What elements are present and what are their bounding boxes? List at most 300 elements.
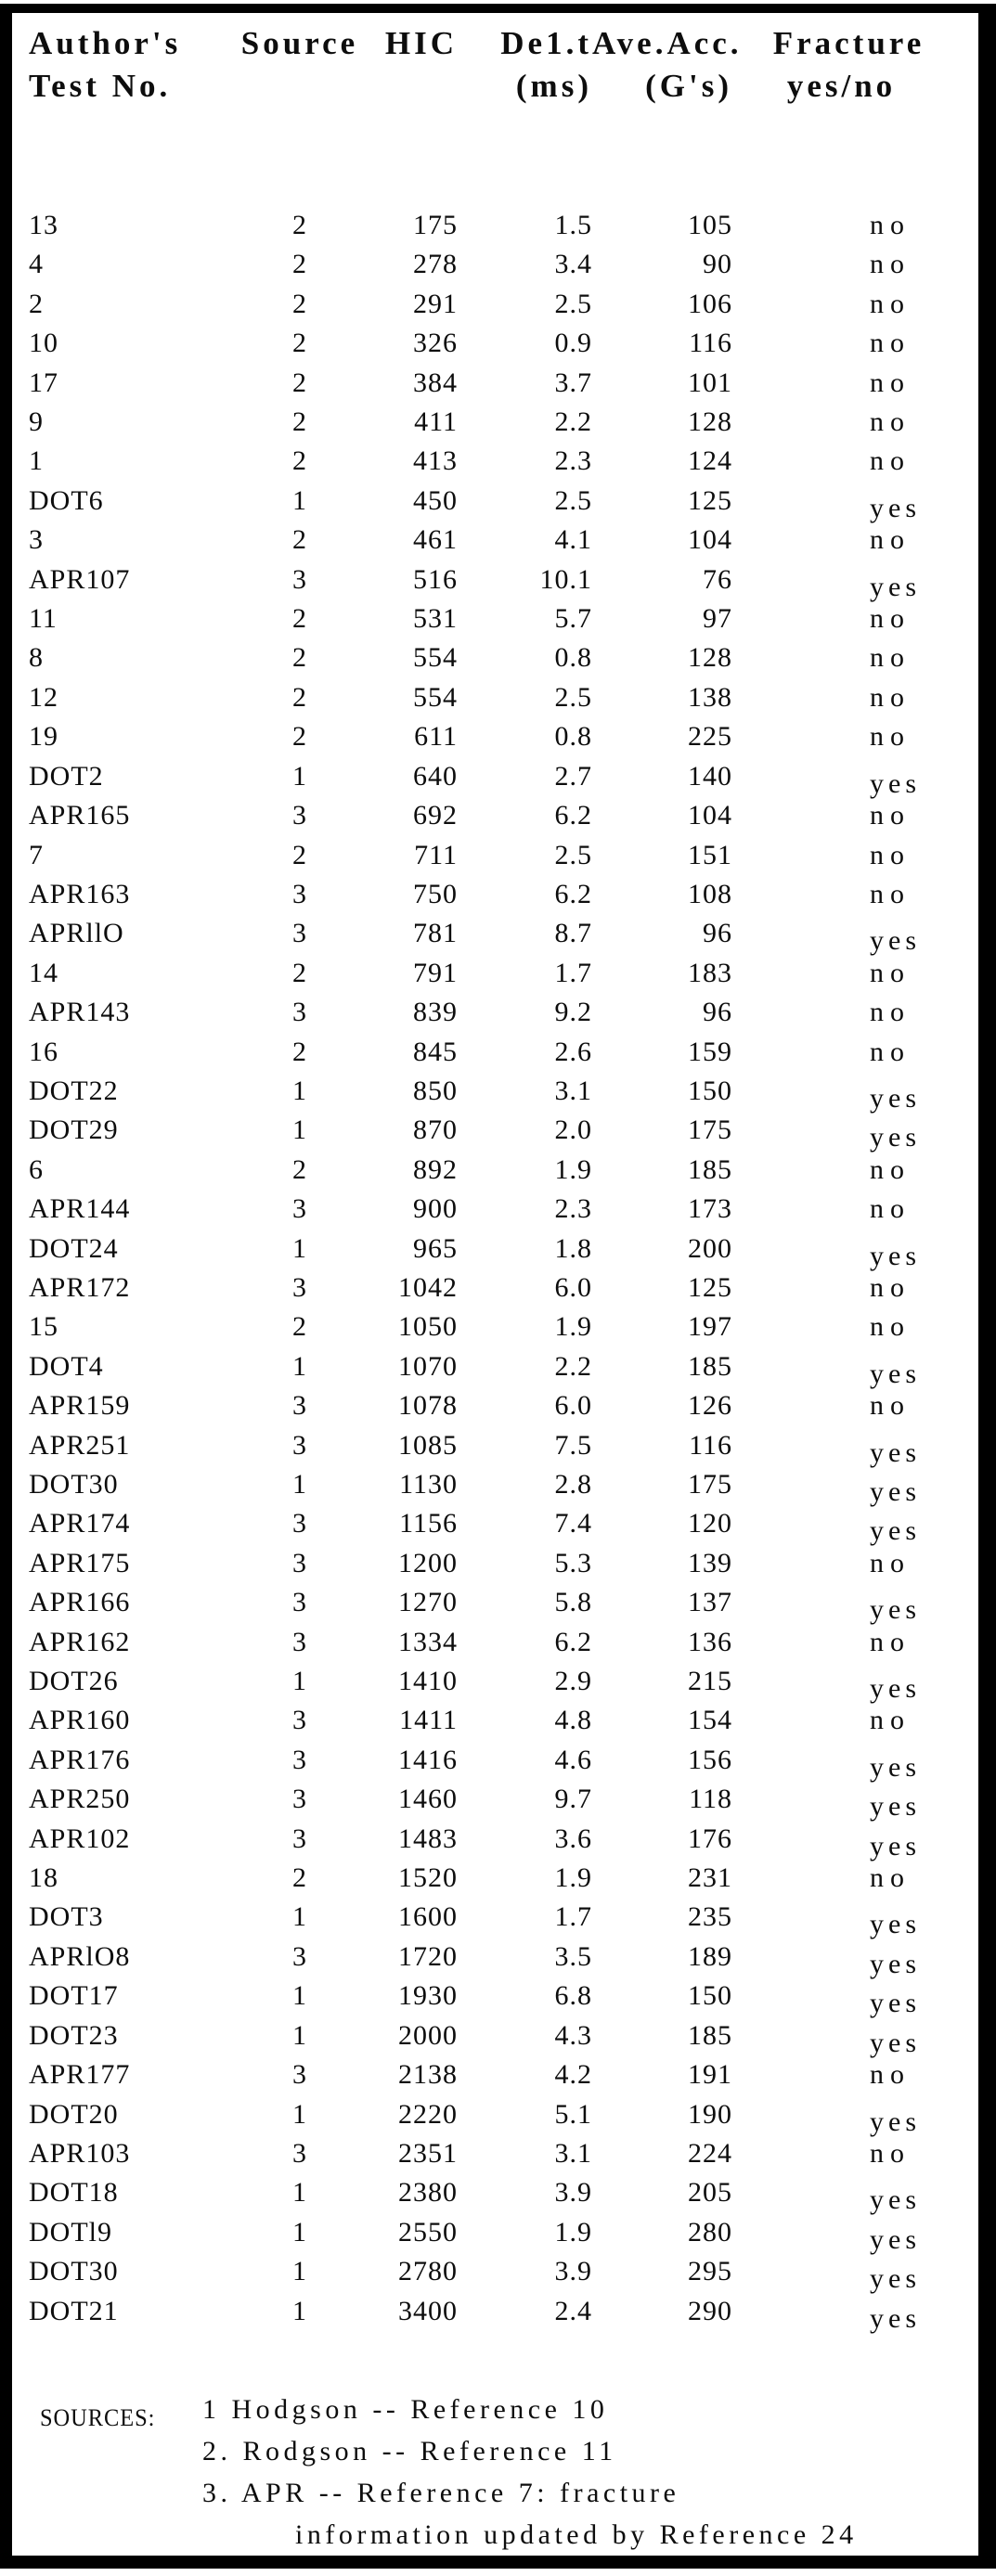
cell-aveacc: 120	[688, 1508, 732, 1539]
table-row	[12, 1741, 978, 1783]
cell-delt: 5.3	[554, 1547, 592, 1578]
table-row	[12, 1190, 978, 1229]
table-row	[12, 1898, 978, 1940]
cell-test-no: DOT30	[29, 1469, 119, 1500]
cell-hic: 1520	[398, 1862, 458, 1894]
cell-source: 3	[292, 1587, 307, 1618]
cell-test-no: APR175	[29, 1547, 131, 1578]
cell-test-no: 3	[29, 524, 44, 556]
cell-test-no: APR160	[29, 1705, 131, 1736]
cell-hic: 900	[413, 1193, 458, 1225]
cell-hic: 1460	[398, 1784, 458, 1815]
cell-hic: 413	[413, 445, 458, 477]
cell-fracture: yes	[870, 1358, 921, 1389]
cell-source: 2	[292, 1862, 307, 1894]
cell-aveacc: 185	[688, 1153, 732, 1185]
table-row	[12, 560, 978, 602]
table-row	[12, 442, 978, 481]
cell-delt: 4.1	[554, 524, 592, 556]
cell-aveacc: 126	[688, 1390, 732, 1422]
cell-aveacc: 175	[688, 1469, 732, 1500]
cell-aveacc: 235	[688, 1901, 732, 1933]
cell-test-no: 12	[29, 681, 58, 713]
cell-aveacc: 176	[688, 1823, 732, 1854]
cell-fracture: no	[870, 603, 911, 635]
cell-test-no: DOT21	[29, 2295, 119, 2326]
cell-test-no: 4	[29, 249, 44, 280]
cell-source: 3	[292, 1390, 307, 1422]
cell-hic: 640	[413, 760, 458, 792]
cell-fracture: no	[870, 367, 911, 398]
cell-aveacc: 197	[688, 1311, 732, 1343]
cell-fracture: no	[870, 1193, 911, 1225]
cell-delt: 1.7	[554, 1901, 592, 1933]
cell-fracture: yes	[870, 2223, 921, 2255]
cell-delt: 0.9	[554, 328, 592, 359]
cell-hic: 1085	[398, 1429, 458, 1461]
cell-delt: 6.2	[554, 1626, 592, 1657]
cell-aveacc: 104	[688, 524, 732, 556]
cell-source: 2	[292, 1153, 307, 1185]
cell-delt: 5.1	[554, 2098, 592, 2130]
cell-source: 1	[292, 2098, 307, 2130]
cell-fracture: no	[870, 328, 911, 359]
cell-aveacc: 105	[688, 210, 732, 240]
cell-source: 2	[292, 445, 307, 477]
cell-fracture: no	[870, 1036, 911, 1067]
cell-test-no: 17	[29, 367, 58, 398]
cell-fracture: yes	[870, 492, 921, 523]
table-row	[12, 717, 978, 756]
cell-fracture: no	[870, 642, 911, 674]
cell-aveacc: 173	[688, 1193, 732, 1225]
table-row	[12, 1426, 978, 1468]
cell-hic: 750	[413, 878, 458, 909]
cell-hic: 870	[413, 1114, 458, 1146]
cell-aveacc: 189	[688, 1940, 732, 1972]
cell-aveacc: 136	[688, 1626, 732, 1657]
cell-hic: 2220	[398, 2098, 458, 2130]
cell-hic: 965	[413, 1232, 458, 1264]
cell-aveacc: 125	[688, 1271, 732, 1303]
cell-fracture: yes	[870, 571, 921, 602]
table-row	[12, 482, 978, 521]
cell-fracture: no	[870, 249, 911, 280]
cell-test-no: APRlO8	[29, 1940, 131, 1972]
cell-aveacc: 140	[688, 760, 732, 792]
table-row	[12, 1033, 978, 1072]
cell-delt: 2.4	[554, 2295, 592, 2326]
cell-test-no: APR102	[29, 1823, 131, 1854]
table-row	[12, 364, 978, 403]
cell-fracture: yes	[870, 2184, 921, 2216]
cell-delt: 2.3	[554, 445, 592, 477]
cell-hic: 711	[414, 839, 458, 870]
cell-hic: 450	[413, 484, 458, 516]
cell-fracture: no	[870, 997, 911, 1028]
cell-aveacc: 185	[688, 1350, 732, 1382]
cell-aveacc: 96	[703, 997, 732, 1028]
cell-delt: 0.8	[554, 642, 592, 674]
cell-delt: 1.7	[554, 957, 592, 988]
cell-delt: 2.5	[554, 839, 592, 870]
cell-aveacc: 128	[688, 642, 732, 674]
cell-fracture: no	[870, 839, 911, 870]
cell-test-no: 13	[29, 210, 58, 240]
cell-aveacc: 159	[688, 1036, 732, 1067]
cell-test-no: APR172	[29, 1271, 131, 1303]
cell-hic: 1042	[398, 1271, 458, 1303]
cell-test-no: 8	[29, 642, 44, 674]
sources-line: information updated by Reference 24	[295, 2518, 858, 2550]
cell-aveacc: 128	[688, 406, 732, 438]
cell-delt: 3.7	[554, 367, 592, 398]
table-row	[12, 993, 978, 1032]
cell-source: 1	[292, 1666, 307, 1697]
cell-aveacc: 225	[688, 721, 732, 753]
cell-hic: 2138	[398, 2059, 458, 2091]
cell-test-no: DOT26	[29, 1666, 119, 1697]
table-row	[12, 638, 978, 677]
cell-fracture: no	[870, 1626, 911, 1657]
cell-test-no: DOT23	[29, 2019, 119, 2051]
cell-test-no: DOT4	[29, 1350, 104, 1382]
cell-hic: 2780	[398, 2256, 458, 2287]
cell-delt: 1.9	[554, 1153, 592, 1185]
cell-delt: 2.9	[554, 1666, 592, 1697]
cell-aveacc: 124	[688, 445, 732, 477]
cell-aveacc: 118	[689, 1784, 732, 1815]
table-header	[12, 13, 978, 108]
cell-aveacc: 97	[703, 603, 732, 635]
cell-delt: 2.0	[554, 1114, 592, 1146]
cell-test-no: APR144	[29, 1193, 131, 1225]
cell-fracture: no	[870, 1153, 911, 1185]
sources-line: 2. Rodgson -- Reference 11	[202, 2435, 617, 2467]
cell-fracture: no	[870, 800, 911, 831]
table-row	[12, 757, 978, 799]
cell-aveacc: 200	[688, 1232, 732, 1264]
cell-delt: 8.7	[554, 918, 592, 949]
cell-source: 2	[292, 681, 307, 713]
cell-source: 2	[292, 839, 307, 870]
cell-hic: 845	[413, 1036, 458, 1067]
cell-aveacc: 151	[688, 839, 732, 870]
table-row	[12, 1072, 978, 1114]
cell-source: 1	[292, 2295, 307, 2326]
cell-source: 2	[292, 328, 307, 359]
cell-aveacc: 137	[688, 1587, 732, 1618]
cell-aveacc: 90	[703, 249, 732, 280]
cell-hic: 1411	[399, 1705, 458, 1736]
cell-delt: 2.5	[554, 288, 592, 319]
cell-delt: 1.9	[554, 2216, 592, 2248]
table-row	[12, 324, 978, 363]
cell-fracture: yes	[870, 1436, 921, 1468]
cell-fracture: yes	[870, 1909, 921, 1940]
cell-delt: 3.9	[554, 2256, 592, 2287]
cell-source: 3	[292, 1547, 307, 1578]
cell-fracture: yes	[870, 1240, 921, 1271]
cell-fracture: no	[870, 406, 911, 438]
cell-source: 1	[292, 2216, 307, 2248]
table-row	[12, 2173, 978, 2216]
cell-test-no: 7	[29, 839, 44, 870]
cell-hic: 278	[413, 249, 458, 280]
cell-aveacc: 290	[688, 2295, 732, 2326]
cell-fracture: yes	[870, 2027, 921, 2058]
cell-test-no: DOT30	[29, 2256, 119, 2287]
cell-aveacc: 108	[688, 878, 732, 909]
cell-aveacc: 138	[688, 681, 732, 713]
cell-test-no: 2	[29, 288, 44, 319]
cell-test-no: DOT6	[29, 484, 104, 516]
cell-test-no: APR159	[29, 1390, 131, 1422]
cell-aveacc: 150	[688, 1980, 732, 2012]
cell-delt: 7.5	[554, 1429, 592, 1461]
cell-hic: 516	[413, 563, 458, 595]
cell-fracture: no	[870, 524, 911, 556]
cell-hic: 2000	[398, 2019, 458, 2051]
cell-fracture: no	[870, 2059, 911, 2091]
cell-hic: 411	[414, 406, 458, 438]
cell-hic: 692	[413, 800, 458, 831]
cell-source: 2	[292, 957, 307, 988]
cell-delt: 2.3	[554, 1193, 592, 1225]
cell-source: 3	[292, 1271, 307, 1303]
table-row	[12, 1230, 978, 1269]
table-row	[12, 836, 978, 875]
cell-hic: 554	[413, 642, 458, 674]
cell-aveacc: 101	[688, 367, 732, 398]
cell-source: 1	[292, 1232, 307, 1264]
header-cell-gs: (G's)	[645, 68, 732, 104]
cell-hic: 791	[413, 957, 458, 988]
cell-source: 2	[292, 642, 307, 674]
table-row	[12, 1583, 978, 1626]
cell-delt: 10.1	[539, 563, 592, 595]
table-row	[12, 1307, 978, 1346]
cell-delt: 2.8	[554, 1469, 592, 1500]
table-border-frame	[0, 4, 996, 2569]
cell-hic: 1130	[399, 1469, 458, 1500]
cell-test-no: APR103	[29, 2137, 131, 2169]
header-cell-fracture: Fracture	[772, 25, 925, 61]
header-row-1	[12, 22, 978, 65]
cell-test-no: 15	[29, 1311, 58, 1343]
cell-aveacc: 191	[688, 2059, 732, 2091]
cell-test-no: DOT24	[29, 1232, 119, 1264]
cell-source: 3	[292, 800, 307, 831]
sources-note	[12, 2389, 978, 2556]
cell-test-no: 11	[29, 603, 58, 635]
cell-aveacc: 116	[689, 1429, 732, 1461]
cell-source: 1	[292, 2019, 307, 2051]
cell-source: 1	[292, 760, 307, 792]
cell-delt: 6.0	[554, 1271, 592, 1303]
cell-source: 3	[292, 1193, 307, 1225]
cell-aveacc: 106	[688, 288, 732, 319]
cell-source: 3	[292, 1705, 307, 1736]
cell-fracture: yes	[870, 1988, 921, 2019]
cell-delt: 3.4	[554, 249, 592, 280]
cell-fracture: no	[870, 1862, 911, 1894]
cell-hic: 892	[413, 1153, 458, 1185]
cell-delt: 1.9	[554, 1862, 592, 1894]
cell-test-no: DOT29	[29, 1114, 119, 1146]
cell-hic: 1270	[398, 1587, 458, 1618]
cell-source: 3	[292, 1784, 307, 1815]
cell-source: 2	[292, 524, 307, 556]
cell-delt: 9.2	[554, 997, 592, 1028]
header-cell-yesno: yes/no	[786, 68, 897, 104]
cell-source: 3	[292, 1823, 307, 1854]
cell-fracture: no	[870, 957, 911, 988]
cell-fracture: no	[870, 721, 911, 753]
header-cell-author: Author's	[29, 25, 182, 61]
cell-test-no: 10	[29, 328, 58, 359]
cell-aveacc: 154	[688, 1705, 732, 1736]
cell-fracture: yes	[870, 2263, 921, 2295]
cell-source: 2	[292, 249, 307, 280]
cell-delt: 4.2	[554, 2059, 592, 2091]
cell-aveacc: 96	[703, 918, 732, 949]
cell-hic: 1930	[398, 1980, 458, 2012]
cell-test-no: DOT3	[29, 1901, 104, 1933]
cell-source: 3	[292, 1940, 307, 1972]
cell-test-no: APR143	[29, 997, 131, 1028]
cell-fracture: yes	[870, 1673, 921, 1705]
cell-delt: 0.8	[554, 721, 592, 753]
cell-aveacc: 183	[688, 957, 732, 988]
cell-hic: 1078	[398, 1390, 458, 1422]
cell-test-no: 14	[29, 957, 58, 988]
cell-test-no: DOT2	[29, 760, 104, 792]
cell-aveacc: 150	[688, 1075, 732, 1106]
cell-hic: 1070	[398, 1350, 458, 1382]
cell-source: 3	[292, 1626, 307, 1657]
cell-fracture: no	[870, 878, 911, 909]
cell-source: 2	[292, 288, 307, 319]
cell-aveacc: 185	[688, 2019, 732, 2051]
cell-delt: 5.7	[554, 603, 592, 635]
cell-source: 1	[292, 484, 307, 516]
cell-delt: 2.6	[554, 1036, 592, 1067]
sources-label: SOURCES:	[40, 2403, 156, 2431]
cell-aveacc: 76	[703, 563, 732, 595]
cell-fracture: no	[870, 681, 911, 713]
cell-test-no: APR250	[29, 1784, 131, 1815]
cell-hic: 611	[414, 721, 458, 753]
cell-aveacc: 139	[688, 1547, 732, 1578]
cell-aveacc: 224	[688, 2137, 732, 2169]
cell-delt: 1.8	[554, 1232, 592, 1264]
cell-source: 3	[292, 878, 307, 909]
cell-aveacc: 231	[688, 1862, 732, 1894]
cell-hic: 3400	[398, 2295, 458, 2326]
cell-delt: 6.8	[554, 1980, 592, 2012]
cell-delt: 3.1	[554, 1075, 592, 1106]
header-row-2	[12, 65, 978, 108]
cell-hic: 2380	[398, 2177, 458, 2209]
header-cell-delt: De1.t	[500, 25, 592, 61]
cell-delt: 7.4	[554, 1508, 592, 1539]
cell-test-no: APR107	[29, 563, 131, 595]
cell-source: 1	[292, 2177, 307, 2209]
cell-delt: 5.8	[554, 1587, 592, 1618]
cell-source: 3	[292, 918, 307, 949]
cell-hic: 175	[413, 210, 458, 240]
cell-fracture: no	[870, 1390, 911, 1422]
cell-hic: 1334	[398, 1626, 458, 1657]
cell-source: 1	[292, 1980, 307, 2012]
cell-hic: 1720	[398, 1940, 458, 1972]
cell-delt: 3.5	[554, 1940, 592, 1972]
cell-aveacc: 295	[688, 2256, 732, 2287]
table-row	[12, 285, 978, 324]
cell-test-no: 16	[29, 1036, 58, 1067]
table-row	[12, 1347, 978, 1389]
cell-test-no: DOT20	[29, 2098, 119, 2130]
cell-source: 3	[292, 997, 307, 1028]
cell-fracture: no	[870, 288, 911, 319]
cell-hic: 1416	[398, 1744, 458, 1775]
cell-source: 1	[292, 1350, 307, 1382]
cell-delt: 2.2	[554, 406, 592, 438]
cell-hic: 1200	[398, 1547, 458, 1578]
cell-delt: 3.6	[554, 1823, 592, 1854]
cell-source: 1	[292, 1469, 307, 1500]
cell-test-no: 19	[29, 721, 58, 753]
cell-test-no: APR176	[29, 1744, 131, 1775]
cell-delt: 2.7	[554, 760, 592, 792]
cell-aveacc: 280	[688, 2216, 732, 2248]
cell-source: 1	[292, 1114, 307, 1146]
sources-lines	[202, 2389, 978, 2556]
cell-test-no: APRllO	[29, 918, 124, 949]
cell-fracture: yes	[870, 1948, 921, 1979]
cell-delt: 2.2	[554, 1350, 592, 1382]
cell-source: 2	[292, 721, 307, 753]
cell-hic: 1600	[398, 1901, 458, 1933]
cell-source: 3	[292, 1744, 307, 1775]
header-cell-test-no: Test No.	[29, 68, 172, 104]
cell-test-no: 9	[29, 406, 44, 438]
cell-hic: 2550	[398, 2216, 458, 2248]
cell-source: 3	[292, 1508, 307, 1539]
cell-fracture: yes	[870, 1751, 921, 1783]
cell-hic: 326	[413, 328, 458, 359]
header-cell-hic: HIC	[384, 25, 458, 61]
cell-test-no: APR165	[29, 800, 131, 831]
cell-fracture: no	[870, 1547, 911, 1578]
cell-delt: 4.8	[554, 1705, 592, 1736]
cell-fracture: no	[870, 2137, 911, 2169]
cell-fracture: no	[870, 1271, 911, 1303]
cell-fracture: yes	[870, 1082, 921, 1114]
cell-test-no: APR163	[29, 878, 131, 909]
cell-test-no: DOT22	[29, 1075, 119, 1106]
cell-delt: 1.5	[554, 210, 592, 240]
cell-delt: 4.6	[554, 1744, 592, 1775]
cell-fracture: yes	[870, 1830, 921, 1861]
cell-fracture: no	[870, 1705, 911, 1736]
cell-fracture: yes	[870, 767, 921, 799]
cell-source: 3	[292, 2137, 307, 2169]
cell-fracture: yes	[870, 1594, 921, 1626]
sources-line: 3. APR -- Reference 7: fracture	[202, 2477, 680, 2508]
table-row	[12, 206, 978, 245]
